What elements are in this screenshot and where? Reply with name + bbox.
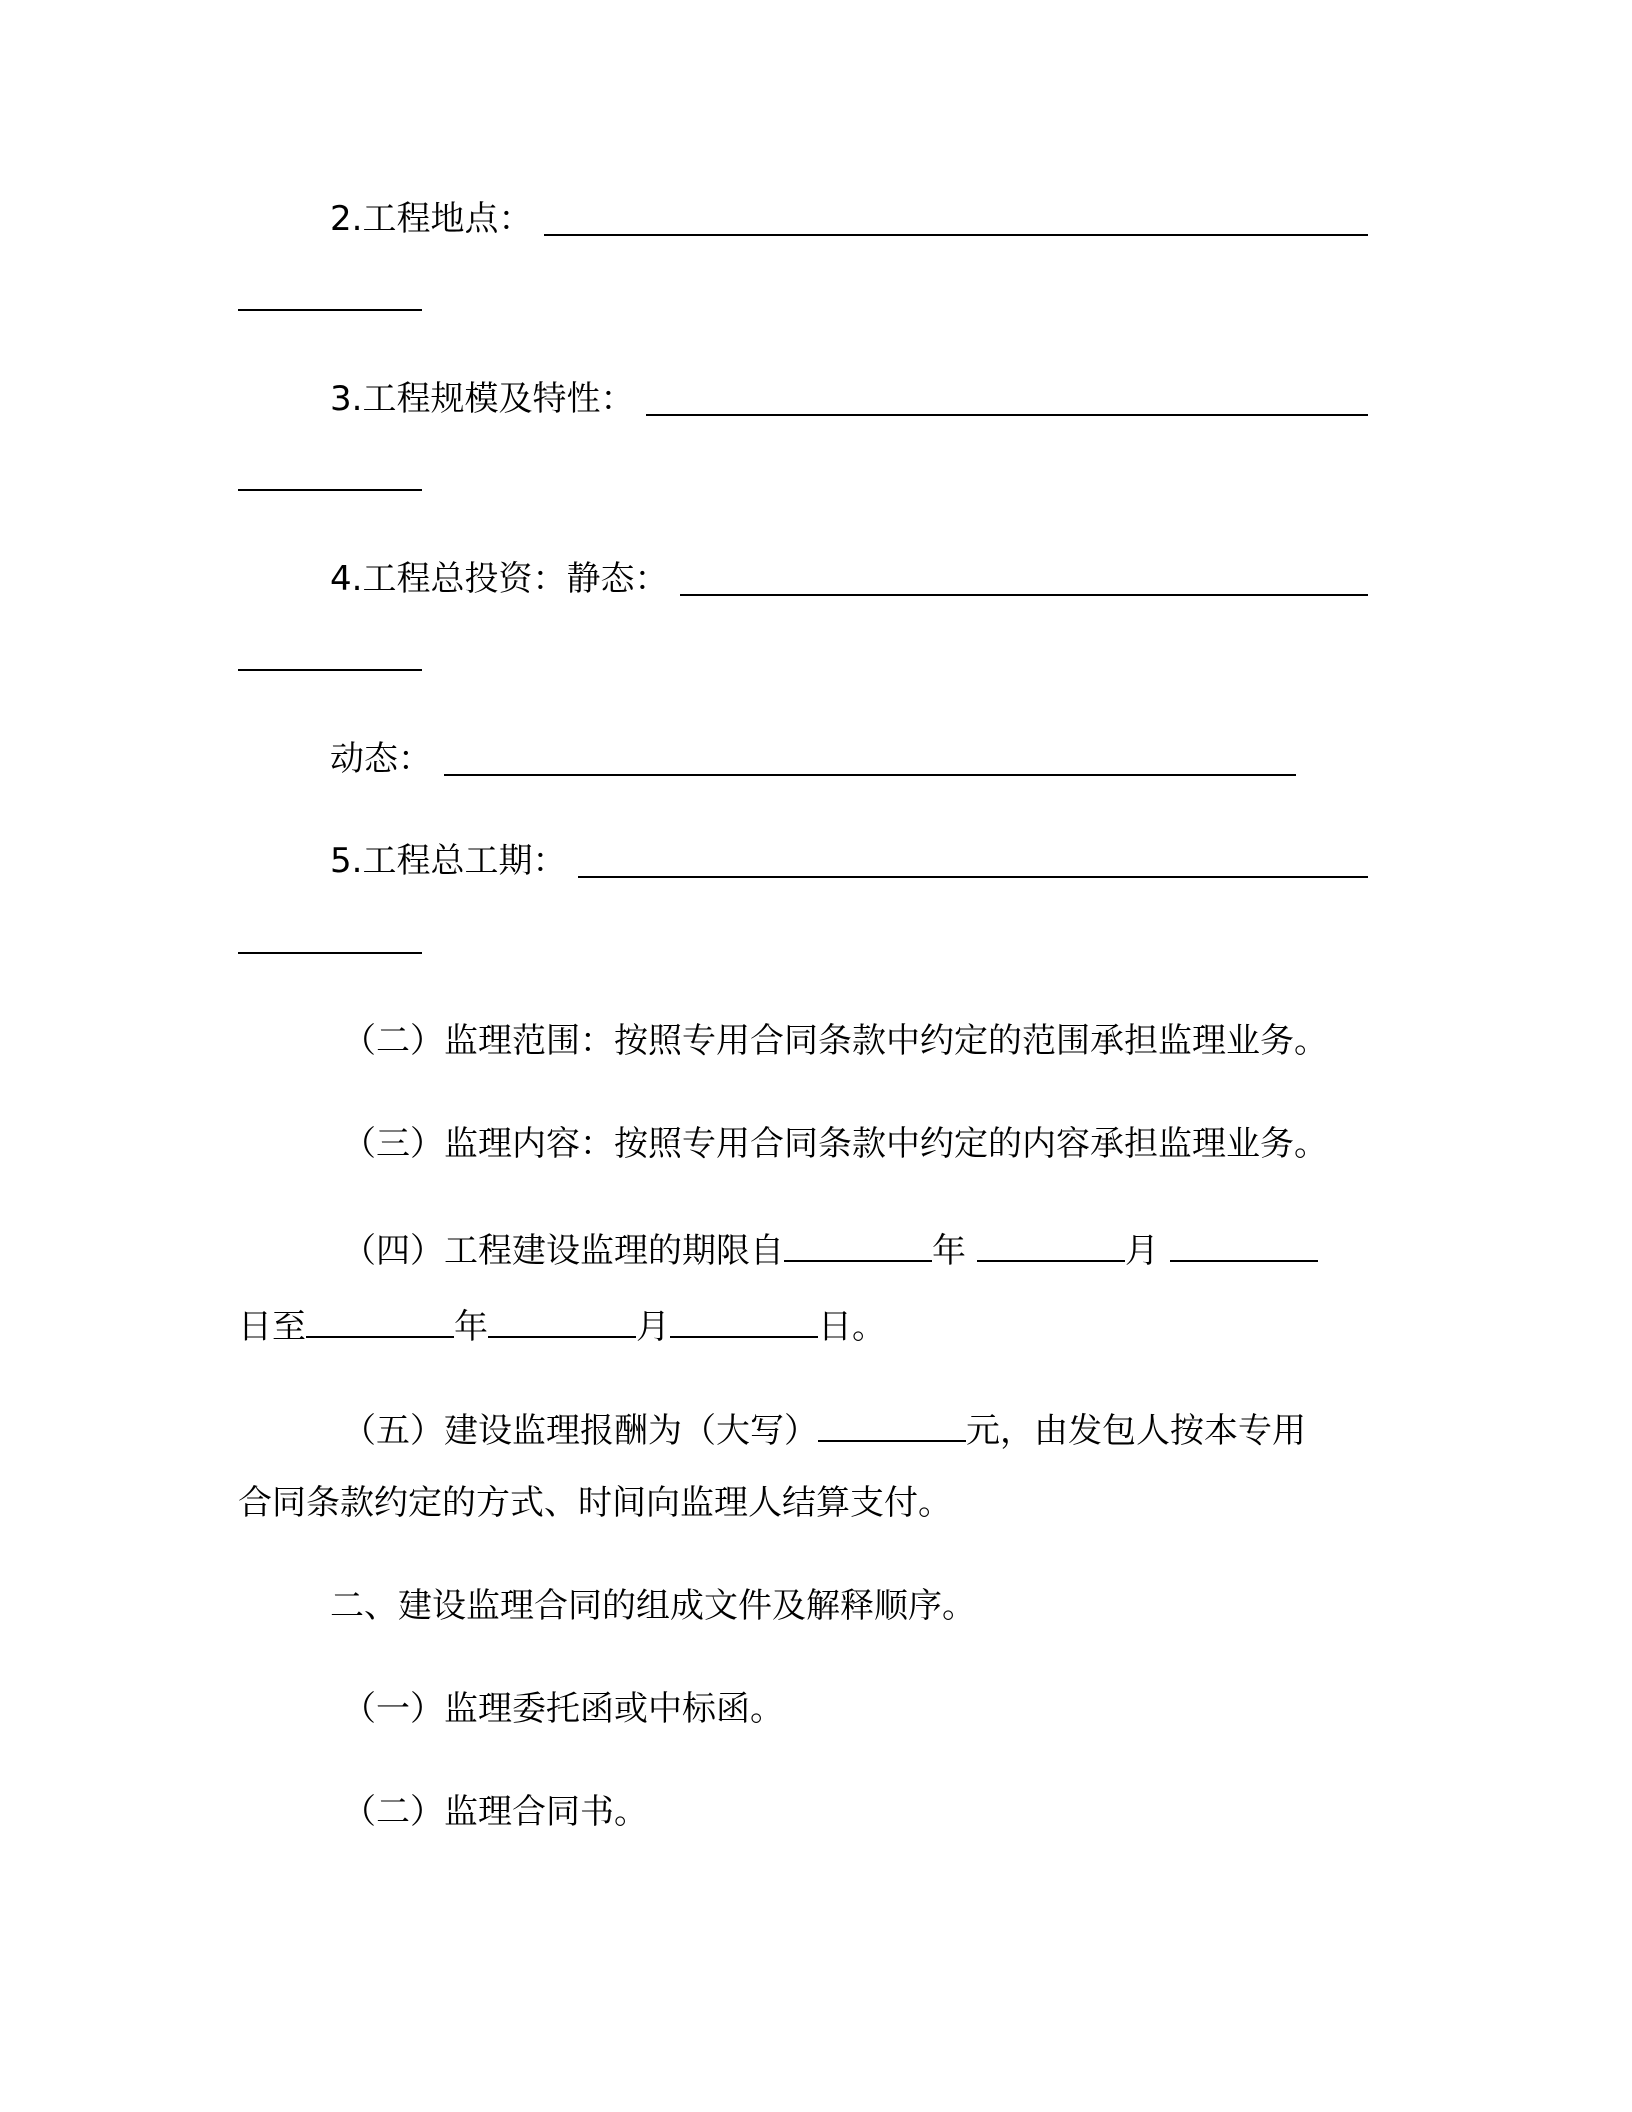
period-line-2 [238, 1300, 886, 1346]
doc-item-2: （二）监理合同书。 [342, 1792, 648, 1832]
end-month-blank[interactable] [488, 1300, 636, 1338]
start-day-blank[interactable] [1170, 1224, 1318, 1262]
project-scale-blank[interactable] [646, 384, 1368, 416]
investment-static-continuation-blank[interactable] [238, 669, 422, 671]
investment-dynamic-line [330, 736, 1296, 782]
project-location-label: 2.工程地点： [330, 199, 533, 239]
investment-static-label: 4.工程总投资：静态： [330, 559, 669, 599]
period-line-1 [342, 1224, 1318, 1270]
day-to-label: 日至 [238, 1307, 306, 1347]
section-2-title: 二、建设监理合同的组成文件及解释顺序。 [330, 1586, 976, 1626]
project-scale-continuation-blank[interactable] [238, 489, 422, 491]
duration-blank[interactable] [578, 846, 1368, 878]
duration-line [330, 838, 1368, 884]
fee-amount-blank[interactable] [818, 1404, 966, 1442]
day-end-label: 日。 [818, 1307, 886, 1347]
end-month-label: 月 [636, 1307, 670, 1347]
investment-dynamic-label: 动态： [330, 739, 432, 779]
end-year-label: 年 [454, 1307, 488, 1347]
project-location-continuation-blank[interactable] [238, 309, 422, 311]
fee-line-2: 合同条款约定的方式、时间向监理人结算支付。 [238, 1483, 952, 1523]
duration-label: 5.工程总工期： [330, 841, 567, 881]
fee-suffix: 元，由发包人按本专用 [966, 1411, 1306, 1451]
end-day-blank[interactable] [670, 1300, 818, 1338]
project-location-line [330, 196, 1368, 242]
fee-prefix: （五）建设监理报酬为（大写） [342, 1411, 818, 1451]
investment-static-blank[interactable] [680, 564, 1368, 596]
fee-line-1 [342, 1404, 1306, 1450]
project-location-blank[interactable] [544, 204, 1368, 236]
content-paragraph: （三）监理内容：按照专用合同条款中约定的内容承担监理业务。 [342, 1124, 1328, 1164]
investment-dynamic-blank[interactable] [444, 744, 1296, 776]
end-year-blank[interactable] [306, 1300, 454, 1338]
doc-item-1: （一）监理委托函或中标函。 [342, 1689, 784, 1729]
project-scale-label: 3.工程规模及特性： [330, 379, 635, 419]
project-scale-line [330, 376, 1368, 422]
start-month-blank[interactable] [977, 1224, 1125, 1262]
duration-continuation-blank[interactable] [238, 952, 422, 954]
scope-paragraph: （二）监理范围：按照专用合同条款中约定的范围承担监理业务。 [342, 1021, 1328, 1061]
period-prefix: （四）工程建设监理的期限自 [342, 1231, 784, 1271]
start-year-blank[interactable] [784, 1224, 932, 1262]
investment-static-line [330, 556, 1368, 602]
year-label: 年 [932, 1231, 966, 1271]
month-label: 月 [1124, 1231, 1159, 1271]
